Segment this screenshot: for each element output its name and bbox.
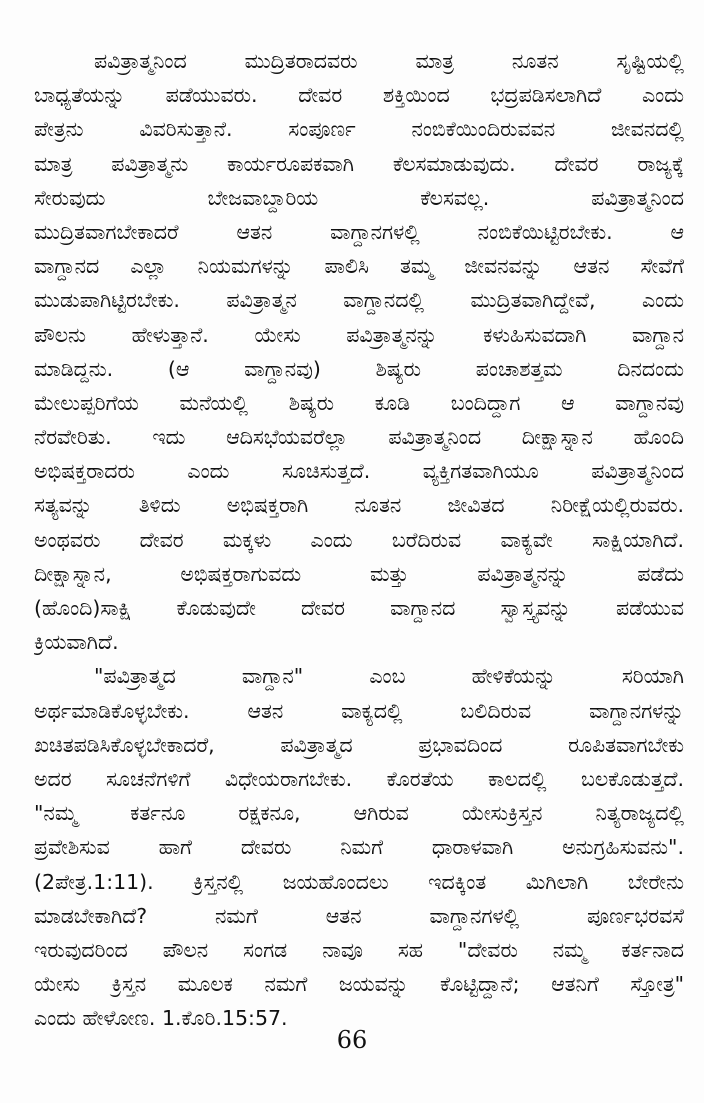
- text-line: ಪ್ರವೇಶಿಸುವ ಹಾಗೆ ದೇವರು ನಿಮಗೆ ಧಾರಾಳವಾಗಿ ಅನುಗ್ರಹಿಸುವನು".: [34, 835, 684, 860]
- text-line: ಅದರ ಸೂಚನೆಗಳಿಗೆ ವಿಧೇಯರಾಗಬೇಕು. ಕೊರತೆಯ ಕಾಲದಲ್ಲಿ ಬಲಕೊಡುತ್ತದೆ.: [34, 766, 684, 791]
- text-line: (ಹೊಂದಿ)ಸಾಕ್ಷಿ ಕೊಡುವುದೇ ದೇವರ ವಾಗ್ದಾನದ ಸ್ವಾಸ್ತ್ಯವನ್ನು ಪಡೆಯುವ: [34, 596, 684, 620]
- text-line: ನೆರವೇರಿತು. ಇದು ಆದಿಸಭೆಯವರೆಲ್ಲಾ ಪವಿತ್ರಾತ್ಮನಿಂದ ದೀಕ್ಷಾಸ್ನಾನ ಹೊಂದಿ: [34, 425, 684, 450]
- paragraph-2: [34, 659, 684, 1035]
- page-number: 66: [336, 1026, 368, 1054]
- text-line: ಅಂಥವರು ದೇವರ ಮಕ್ಕಳು ಎಂದು ಬರೆದಿರುವ ವಾಕ್ಯವೇ ಸಾಕ್ಷಿಯಾಗಿದೆ.: [34, 527, 684, 552]
- text-line: (2ಪೇತ್ರ.1:11). ಕ್ರಿಸ್ತನಲ್ಲಿ ಜಯಹೊಂದಲು ಇದಕ್ಕಿಂತ ಮಿಗಿಲಾಗಿ ಬೇರೇನು: [34, 869, 684, 894]
- text-line: ಪೌಲನು ಹೇಳುತ್ತಾನೆ. ಯೇಸು ಪವಿತ್ರಾತ್ಮನನ್ನು ಕಳುಹಿಸುವದಾಗಿ ವಾಗ್ದಾನ: [34, 322, 684, 347]
- text-line: ಪವಿತ್ರಾತ್ಮನಿಂದ ಮುದ್ರಿತರಾದವರು ಮಾತ್ರ ನೂತನ ಸೃಷ್ಟಿಯಲ್ಲಿ: [94, 49, 684, 73]
- text-line: ಕ್ರಿಯವಾಗಿದೆ.: [34, 630, 119, 655]
- text-line: ವಾಗ್ದಾನದ ಎಲ್ಲಾ ನಿಯಮಗಳನ್ನು ಪಾಲಿಸಿ ತಮ್ಮ ಜೀವನವನ್ನು ಆತನ ಸೇವೆಗೆ: [34, 254, 684, 279]
- text-line: ಮಾಡಬೇಕಾಗಿದೆ? ನಮಗೆ ಆತನ ವಾಗ್ದಾನಗಳಲ್ಲಿ ಪೂರ್ಣಭರವಸೆ: [34, 903, 684, 928]
- text-line: ಇರುವುದರಿಂದ ಪೌಲನ ಸಂಗಡ ನಾವೂ ಸಹ "ದೇವರು ನಮ್ಮ ಕರ್ತನಾದ: [34, 937, 684, 962]
- text-line: ಮಾಡಿದ್ದನು. (ಆ ವಾಗ್ದಾನವು) ಶಿಷ್ಯರು ಪಂಚಾಶತ್ತಮ ದಿನದಂದು: [34, 356, 684, 381]
- text-line: "ಪವಿತ್ರಾತ್ಮದ ವಾಗ್ದಾನ" ಎಂಬ ಹೇಳಿಕೆಯನ್ನು ಸರಿಯಾಗಿ: [94, 664, 684, 689]
- text-line: ಮುಡುಪಾಗಿಟ್ಟಿರಬೇಕು. ಪವಿತ್ರಾತ್ಮನ ವಾಗ್ದಾನದಲ್ಲಿ ಮುದ್ರಿತವಾಗಿದ್ದೇವೆ, ಎಂದು: [34, 288, 684, 313]
- text-line: ಸೇರುವುದು ಬೇಜವಾಬ್ದಾರಿಯ ಕೆಲಸವಲ್ಲ. ಪವಿತ್ರಾತ್ಮನಿಂದ: [34, 185, 684, 210]
- text-line: ಎಂದು ಹೇಳೋಣ. 1.ಕೊರಿ.15:57.: [34, 1006, 288, 1031]
- text-line: ಮೇಲುಪ್ಪರಿಗೆಯ ಮನೆಯಲ್ಲಿ ಶಿಷ್ಯರು ಕೂಡಿ ಬಂದಿದ್ದಾಗ ಆ ವಾಗ್ದಾನವು: [34, 390, 684, 415]
- text-line: ಮಾತ್ರ ಪವಿತ್ರಾತ್ಮನು ಕಾರ್ಯರೂಪಕವಾಗಿ ಕೆಲಸಮಾಡುವುದು. ದೇವರ ರಾಜ್ಯಕ್ಕೆ: [34, 151, 684, 176]
- text-line: "ನಮ್ಮ ಕರ್ತನೂ ರಕ್ಷಕನೂ, ಆಗಿರುವ ಯೇಸುಕ್ರಿಸ್ತನ ನಿತ್ಯರಾಜ್ಯದಲ್ಲಿ: [34, 801, 684, 826]
- text-line: ಬಾಧ್ಯತೆಯನ್ನು ಪಡೆಯುವರು. ದೇವರ ಶಕ್ತಿಯಿಂದ ಭದ್ರಪಡಿಸಲಾಗಿದೆ ಎಂದು: [34, 83, 684, 108]
- text-line: ಅಭಿಷಕ್ತರಾದರು ಎಂದು ಸೂಚಿಸುತ್ತದೆ. ವ್ಯಕ್ತಿಗತವಾಗಿಯೂ ಪವಿತ್ರಾತ್ಮನಿಂದ: [34, 459, 684, 484]
- text-line: ದೀಕ್ಷಾಸ್ನಾನ, ಅಭಿಷಕ್ತರಾಗುವದು ಮತ್ತು ಪವಿತ್ರಾತ್ಮನನ್ನು ಪಡೆದು: [34, 561, 684, 586]
- body-text: [34, 44, 684, 1035]
- text-line: ಖಚಿತಪಡಿಸಿಕೊಳ್ಳಬೇಕಾದರೆ, ಪವಿತ್ರಾತ್ಮದ ಪ್ರಭಾವದಿಂದ ರೂಪಿತವಾಗಬೇಕು: [34, 732, 684, 757]
- text-line: ಸತ್ಯವನ್ನು ತಿಳಿದು ಅಭಿಷಕ್ತರಾಗಿ ನೂತನ ಜೀವಿತದ ನಿರೀಕ್ಷೆಯಲ್ಲಿರುವರು.: [34, 493, 684, 518]
- paragraph-1: [34, 44, 684, 659]
- text-line: ಯೇಸು ಕ್ರಿಸ್ತನ ಮೂಲಕ ನಮಗೆ ಜಯವನ್ನು ಕೊಟ್ಟಿದ್ದಾನೆ; ಆತನಿಗೆ ಸ್ತೋತ್ರ": [34, 972, 684, 997]
- text-line: ಪೇತ್ರನು ವಿವರಿಸುತ್ತಾನೆ. ಸಂಪೂರ್ಣ ನಂಬಿಕೆಯಿಂದಿರುವವನ ಜೀವನದಲ್ಲಿ: [34, 117, 684, 142]
- text-line: ಮುದ್ರಿತವಾಗಬೇಕಾದರೆ ಆತನ ವಾಗ್ದಾನಗಳಲ್ಲಿ ನಂಬಿಕೆಯಿಟ್ಟಿರಬೇಕು. ಆ: [34, 219, 684, 244]
- text-line: ಅರ್ಥಮಾಡಿಕೊಳ್ಳಬೇಕು. ಆತನ ವಾಕ್ಯದಲ್ಲಿ ಬಲಿದಿರುವ ವಾಗ್ದಾನಗಳನ್ನು: [34, 698, 684, 723]
